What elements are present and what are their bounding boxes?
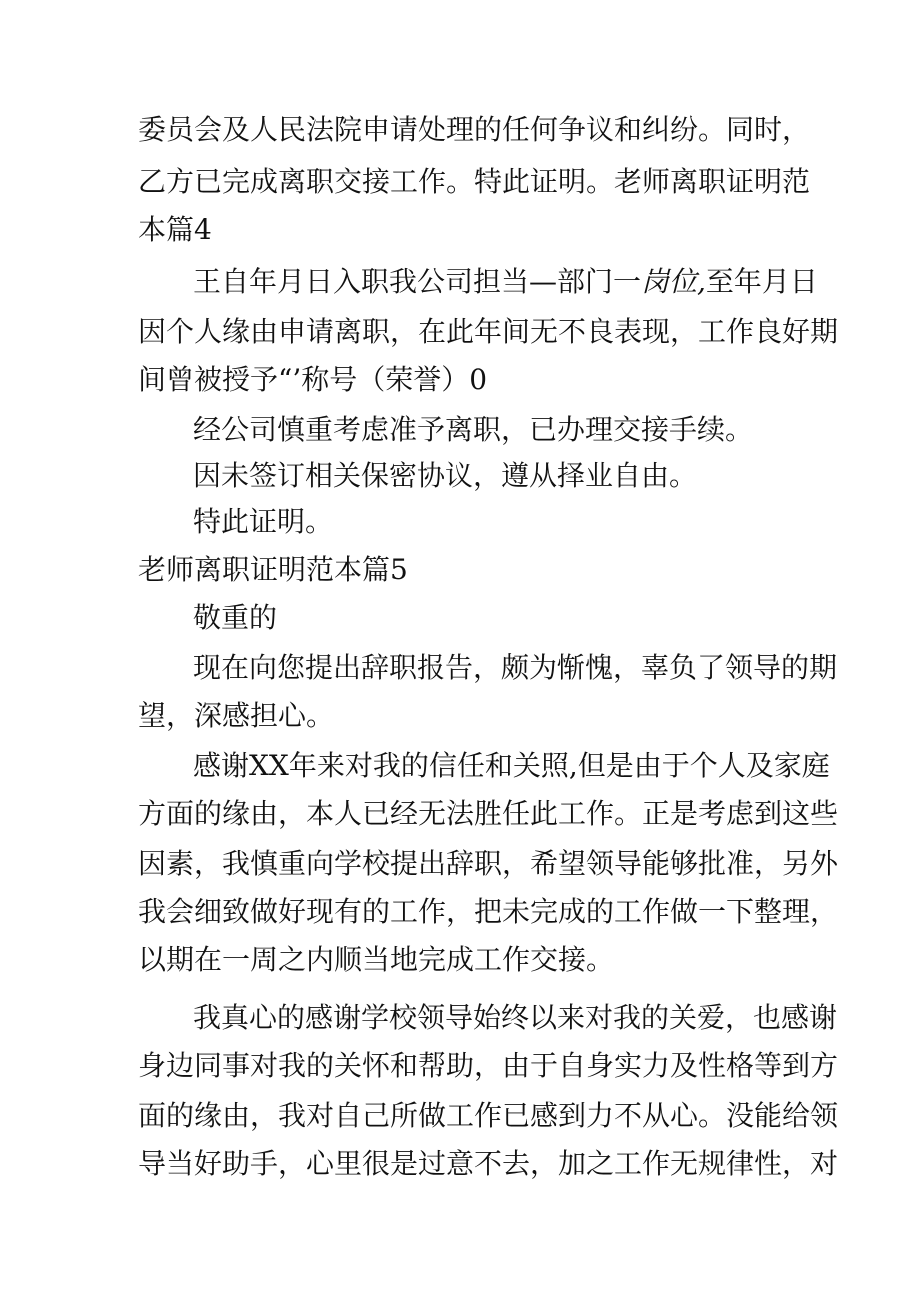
text-line-2: 乙方已完成离职交接工作。特此证明。老师离职证明范 [138,165,811,198]
text-line-13: 望，深感担心。 [138,699,335,732]
text-line-16: 因素，我慎重向学校提出辞职，希望领导能够批准，另外 [138,847,839,880]
text-line-21: 面的缘由，我对自己所做工作已感到力不从心。没能给领 [138,1099,839,1132]
text-line-1: 委员会及人民法院申请处理的任何争议和纠纷。同时， [138,113,811,146]
text-line-7: 经公司慎重考虑准予离职，已办理交接手续。 [193,413,754,446]
text-line-17: 我会细致做好现有的工作，把未完成的工作做一下整理， [138,895,839,928]
text-line-5: 因个人缘由申请离职，在此年间无不良表现，工作良好期 [138,315,839,348]
text-line-4-b: 岗位, [641,265,706,298]
text-line-6: 间曾被授予“’称号（荣誉）0 [138,363,488,396]
text-line-3: 本篇4 [138,213,212,246]
text-line-4-a: 王自年月日入职我公司担当—部门一 [193,265,642,298]
text-line-9: 特此证明。 [193,505,334,538]
text-line-18: 以期在一周之内顺当地完成工作交接。 [138,943,615,976]
text-line-12: 现在向您提出辞职报告，颇为惭愧，辜负了领导的期 [193,651,838,684]
text-line-4 [193,264,818,300]
salutation: 敬重的 [193,601,278,634]
section-heading-5: 老师离职证明范本篇5 [138,553,408,586]
text-line-22: 导当好助手，心里很是过意不去，加之工作无规律性，对 [138,1147,839,1180]
text-line-4-c: 至年月日 [705,265,818,298]
text-line-14: 感谢XX年来对我的信任和关照,但是由于个人及家庭 [193,749,830,782]
text-line-20: 身边同事对我的关怀和帮助，由于自身实力及性格等到方 [138,1049,839,1082]
text-line-19: 我真心的感谢学校领导始终以来对我的关爱，也感谢 [193,1001,838,1034]
text-line-15: 方面的缘由，本人已经无法胜任此工作。正是考虑到这些 [138,797,839,830]
text-line-8: 因未签订相关保密协议，遵从择业自由。 [193,459,698,492]
